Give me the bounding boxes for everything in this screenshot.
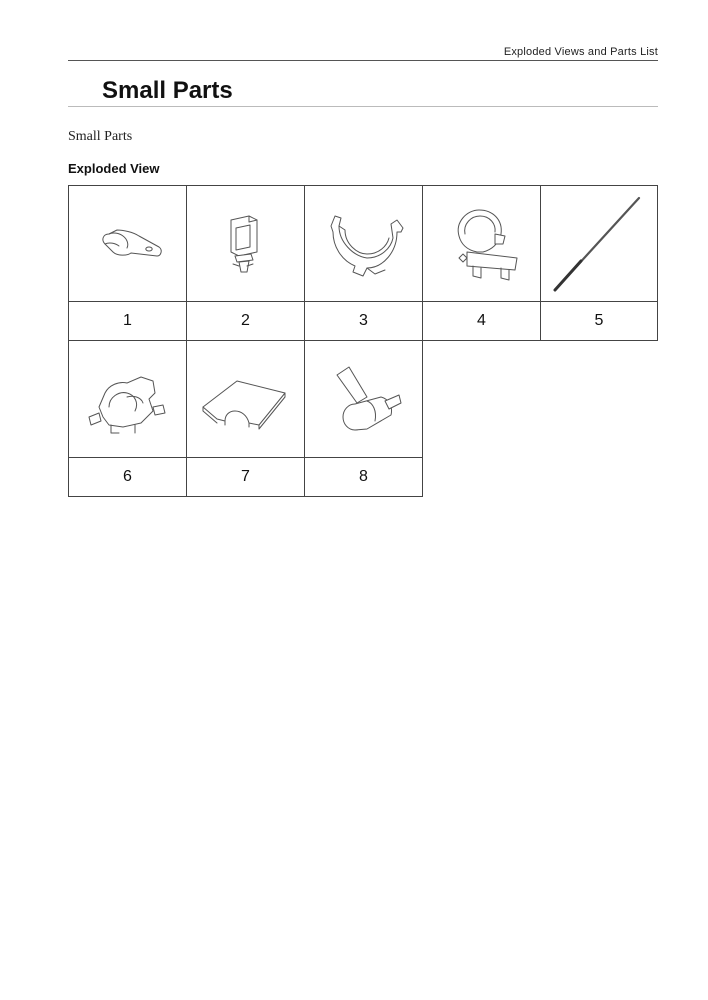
p-clamp-icon xyxy=(69,186,186,301)
part-image-cell-8 xyxy=(304,340,423,458)
part-number-cell: 8 xyxy=(304,457,423,497)
page-title: Small Parts xyxy=(102,77,233,104)
plate-clip-icon xyxy=(187,341,304,457)
snap-clip-icon xyxy=(305,186,422,301)
part-image-cell-6 xyxy=(68,340,187,458)
part-number-cell: 6 xyxy=(68,457,187,497)
part-number-cell: 1 xyxy=(68,301,187,341)
part-image-cell-4 xyxy=(422,185,541,302)
double-clip-icon xyxy=(69,341,186,457)
title-rule xyxy=(68,106,658,107)
part-image-cell-2 xyxy=(186,185,305,302)
cable-tie-mount-icon xyxy=(187,186,304,301)
ring-clamp-icon xyxy=(423,186,540,301)
part-image-cell-3 xyxy=(304,185,423,302)
part-image-cell-1 xyxy=(68,185,187,302)
part-number-cell: 3 xyxy=(304,301,423,341)
exploded-view-heading: Exploded View xyxy=(68,161,160,176)
part-number-cell: 2 xyxy=(186,301,305,341)
section-text: Small Parts xyxy=(68,129,133,144)
running-header: Exploded Views and Parts List xyxy=(503,46,658,58)
part-number-cell: 7 xyxy=(186,457,305,497)
part-image-cell-5 xyxy=(540,185,658,302)
rod-icon xyxy=(541,186,657,301)
part-number-cell: 4 xyxy=(422,301,541,341)
header-rule xyxy=(68,60,658,61)
part-number-cell: 5 xyxy=(540,301,658,341)
hose-clip-icon xyxy=(305,341,422,457)
parts-grid xyxy=(68,185,658,497)
part-image-cell-7 xyxy=(186,340,305,458)
